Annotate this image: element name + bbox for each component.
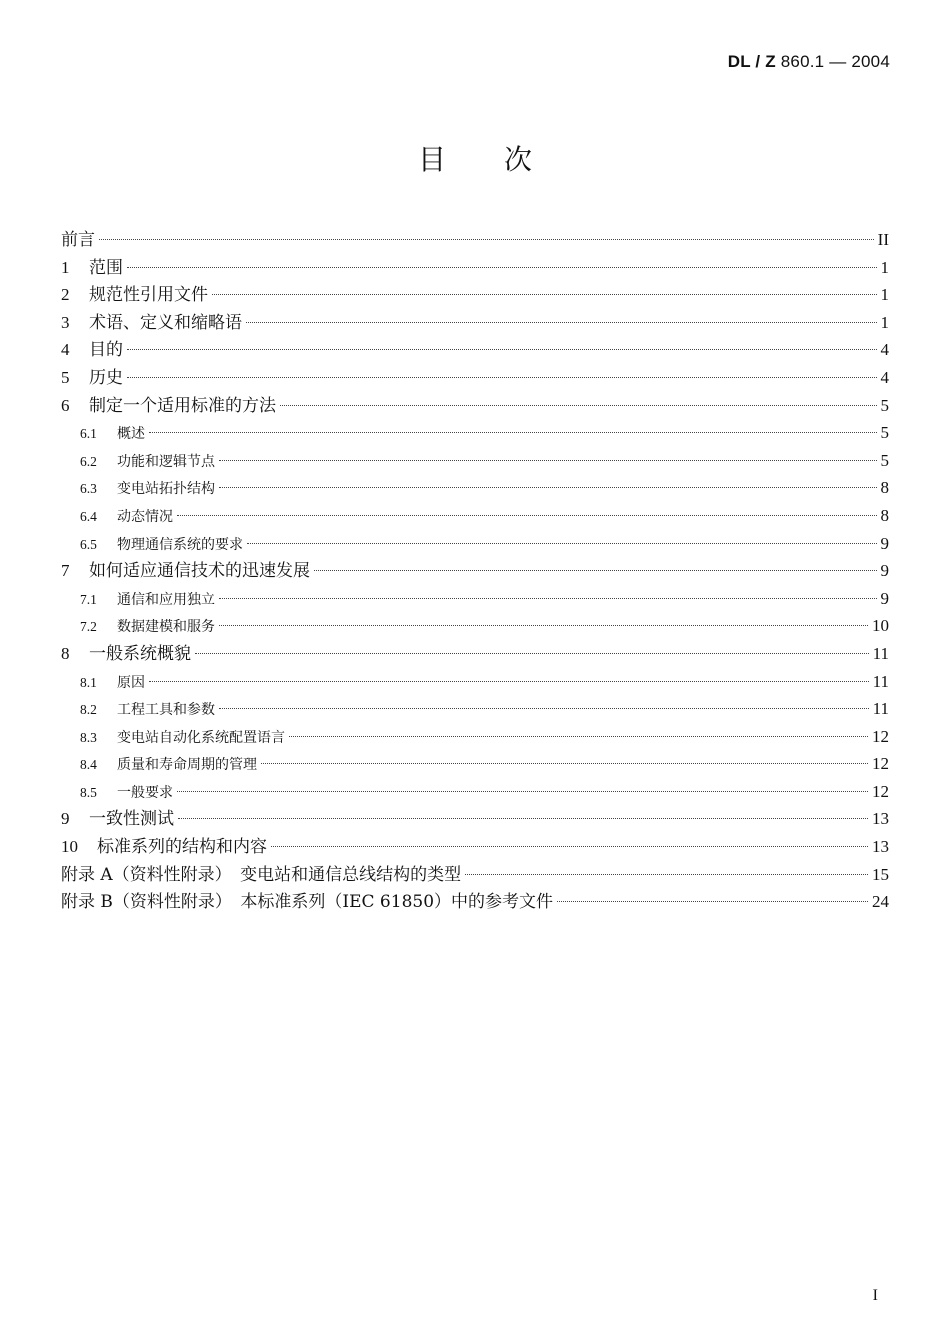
- toc-leader-dots: [280, 405, 877, 406]
- toc-leader-dots: [465, 874, 868, 875]
- toc-entry[interactable]: [61, 474, 889, 502]
- toc-entry-number: 4: [61, 340, 70, 360]
- toc-entry-page: 4: [880, 340, 889, 360]
- toc-entry-number: 6.3: [80, 481, 97, 497]
- toc-entry-number: 8.4: [80, 757, 97, 773]
- toc-leader-dots: [247, 543, 877, 544]
- toc-entry-page: 11: [872, 699, 889, 719]
- toc-leader-dots: [261, 763, 868, 764]
- toc-entry-label: 术语、定义和缩略语: [89, 312, 242, 333]
- toc-entry[interactable]: [61, 309, 889, 337]
- toc-entry[interactable]: [61, 861, 889, 889]
- toc-entry-label: 数据建模和服务: [117, 619, 215, 636]
- toc-entry-page: 1: [880, 285, 889, 305]
- toc-leader-dots: [127, 267, 877, 268]
- toc-entry-label: 前言: [61, 230, 95, 250]
- toc-entry[interactable]: [61, 778, 889, 806]
- toc-entry[interactable]: [61, 805, 889, 833]
- toc-entry[interactable]: [61, 640, 889, 668]
- toc-leader-dots: [271, 846, 868, 847]
- toc-entry-page: 11: [872, 643, 889, 663]
- toc-entry-page: 12: [872, 726, 889, 746]
- toc-leader-dots: [212, 294, 877, 295]
- toc-entry[interactable]: [61, 723, 889, 751]
- toc-entry[interactable]: [61, 364, 889, 392]
- toc-entry[interactable]: [61, 530, 889, 558]
- toc-entry-label: 功能和逻辑节点: [117, 453, 215, 470]
- toc-entry-number: 8: [61, 643, 70, 663]
- toc-entry-page: 4: [880, 367, 889, 387]
- toc-entry[interactable]: [61, 888, 889, 916]
- toc-entry-page: 11: [872, 671, 889, 691]
- toc-leader-dots: [149, 681, 869, 682]
- toc-leader-dots: [219, 487, 877, 488]
- toc-entry-page: 5: [880, 423, 889, 443]
- toc-entry-label: 动态情况: [117, 508, 173, 525]
- toc-leader-dots: [127, 349, 877, 350]
- toc-entry[interactable]: [61, 447, 889, 475]
- toc-entry-label: 一般系统概貌: [89, 643, 191, 664]
- toc-entry-number: 8.2: [80, 702, 97, 718]
- toc-entry[interactable]: [61, 419, 889, 447]
- toc-leader-dots: [99, 239, 874, 240]
- toc-entry[interactable]: [61, 695, 889, 723]
- toc-entry-number: 7: [61, 561, 70, 581]
- toc-leader-dots: [149, 432, 877, 433]
- toc-entry[interactable]: [61, 226, 889, 254]
- toc-entry-page: 8: [880, 505, 889, 525]
- toc-entry-label: 通信和应用独立: [117, 591, 215, 608]
- toc-entry-number: 8.3: [80, 729, 97, 745]
- toc-entry-label: 一致性测试: [89, 809, 174, 830]
- toc-entry-page: 12: [872, 781, 889, 801]
- toc-entry-page: 24: [872, 892, 889, 912]
- toc-entry-page: 9: [880, 561, 889, 581]
- document-code: [728, 52, 890, 72]
- toc-entry-number: 8.5: [80, 784, 97, 800]
- toc-entry-label: 附录 B（资料性附录） 本标准系列（IEC 61850）中的参考文件: [61, 892, 554, 913]
- toc-entry[interactable]: [61, 281, 889, 309]
- toc-entry-page: 15: [872, 864, 889, 884]
- toc-entry-label: 标准系列的结构和内容: [97, 837, 267, 858]
- toc-entry-page: 12: [872, 754, 889, 774]
- toc-leader-dots: [177, 791, 868, 792]
- page-number: I: [872, 1287, 878, 1304]
- toc-leader-dots: [246, 322, 877, 323]
- toc-entry-number: 6.5: [80, 536, 97, 552]
- toc-entry-label: 制定一个适用标准的方法: [89, 395, 276, 416]
- toc-entry[interactable]: [61, 557, 889, 585]
- toc-entry-label: 变电站拓扑结构: [117, 481, 215, 498]
- toc-entry[interactable]: [61, 336, 889, 364]
- toc-entry-label: 附录 A（资料性附录） 变电站和通信总线结构的类型: [61, 864, 462, 885]
- document-code-prefix: DL / Z: [727, 52, 776, 71]
- toc-entry-number: 2: [61, 285, 70, 305]
- toc-entry-page: 1: [880, 257, 889, 277]
- toc-entry-page: II: [877, 230, 889, 249]
- toc-entry[interactable]: [61, 392, 889, 420]
- toc-entry-label: 质量和寿命周期的管理: [117, 757, 257, 774]
- toc-entry-number: 3: [61, 312, 70, 332]
- table-of-contents: [61, 226, 889, 916]
- toc-entry-label: 规范性引用文件: [89, 285, 208, 306]
- toc-entry-number: 6: [61, 395, 70, 415]
- toc-entry-number: 10: [61, 837, 78, 857]
- toc-entry-label: 物理通信系统的要求: [117, 536, 243, 553]
- toc-entry[interactable]: [61, 612, 889, 640]
- toc-entry-number: 5: [61, 367, 70, 387]
- toc-entry-number: 7.1: [80, 591, 97, 607]
- toc-leader-dots: [219, 598, 877, 599]
- toc-leader-dots: [177, 515, 877, 516]
- toc-entry-page: 1: [880, 312, 889, 332]
- toc-entry-page: 13: [872, 837, 889, 857]
- toc-entry-label: 概述: [117, 426, 145, 443]
- toc-leader-dots: [219, 625, 868, 626]
- toc-entry[interactable]: [61, 502, 889, 530]
- page-title: 目次: [417, 143, 590, 176]
- toc-entry-label: 原因: [117, 674, 145, 691]
- toc-entry-number: 7.2: [80, 619, 97, 635]
- toc-entry-number: 6.2: [80, 453, 97, 469]
- toc-entry-label: 历史: [89, 367, 123, 388]
- toc-leader-dots: [195, 653, 869, 654]
- toc-leader-dots: [178, 818, 868, 819]
- toc-leader-dots: [219, 708, 869, 709]
- toc-entry-page: 8: [880, 478, 889, 498]
- toc-entry-page: 5: [880, 450, 889, 470]
- toc-leader-dots: [314, 570, 877, 571]
- toc-entry-page: 10: [872, 616, 889, 636]
- toc-entry-number: 1: [61, 257, 70, 277]
- toc-entry[interactable]: [61, 254, 889, 282]
- toc-entry-number: 8.1: [80, 674, 97, 690]
- toc-entry-number: 9: [61, 809, 70, 829]
- toc-entry-page: 9: [880, 588, 889, 608]
- toc-entry[interactable]: [61, 833, 889, 861]
- toc-entry-label: 范围: [89, 257, 123, 278]
- toc-entry[interactable]: [61, 750, 889, 778]
- toc-entry-label: 目的: [89, 340, 123, 361]
- toc-entry[interactable]: [61, 668, 889, 696]
- toc-leader-dots: [127, 377, 877, 378]
- toc-leader-dots: [219, 460, 877, 461]
- toc-entry[interactable]: [61, 585, 889, 613]
- toc-entry-label: 工程工具和参数: [117, 702, 215, 719]
- toc-entry-number: 6.4: [80, 508, 97, 524]
- toc-leader-dots: [289, 736, 868, 737]
- toc-leader-dots: [557, 901, 868, 902]
- toc-entry-page: 9: [880, 533, 889, 553]
- toc-entry-label: 一般要求: [117, 784, 173, 801]
- toc-entry-page: 13: [872, 809, 889, 829]
- toc-entry-label: 如何适应通信技术的迅速发展: [89, 561, 310, 582]
- toc-entry-page: 5: [880, 395, 889, 415]
- toc-entry-label: 变电站自动化系统配置语言: [117, 729, 285, 746]
- toc-entry-number: 6.1: [80, 426, 97, 442]
- document-code-number: 860.1 — 2004: [775, 52, 890, 71]
